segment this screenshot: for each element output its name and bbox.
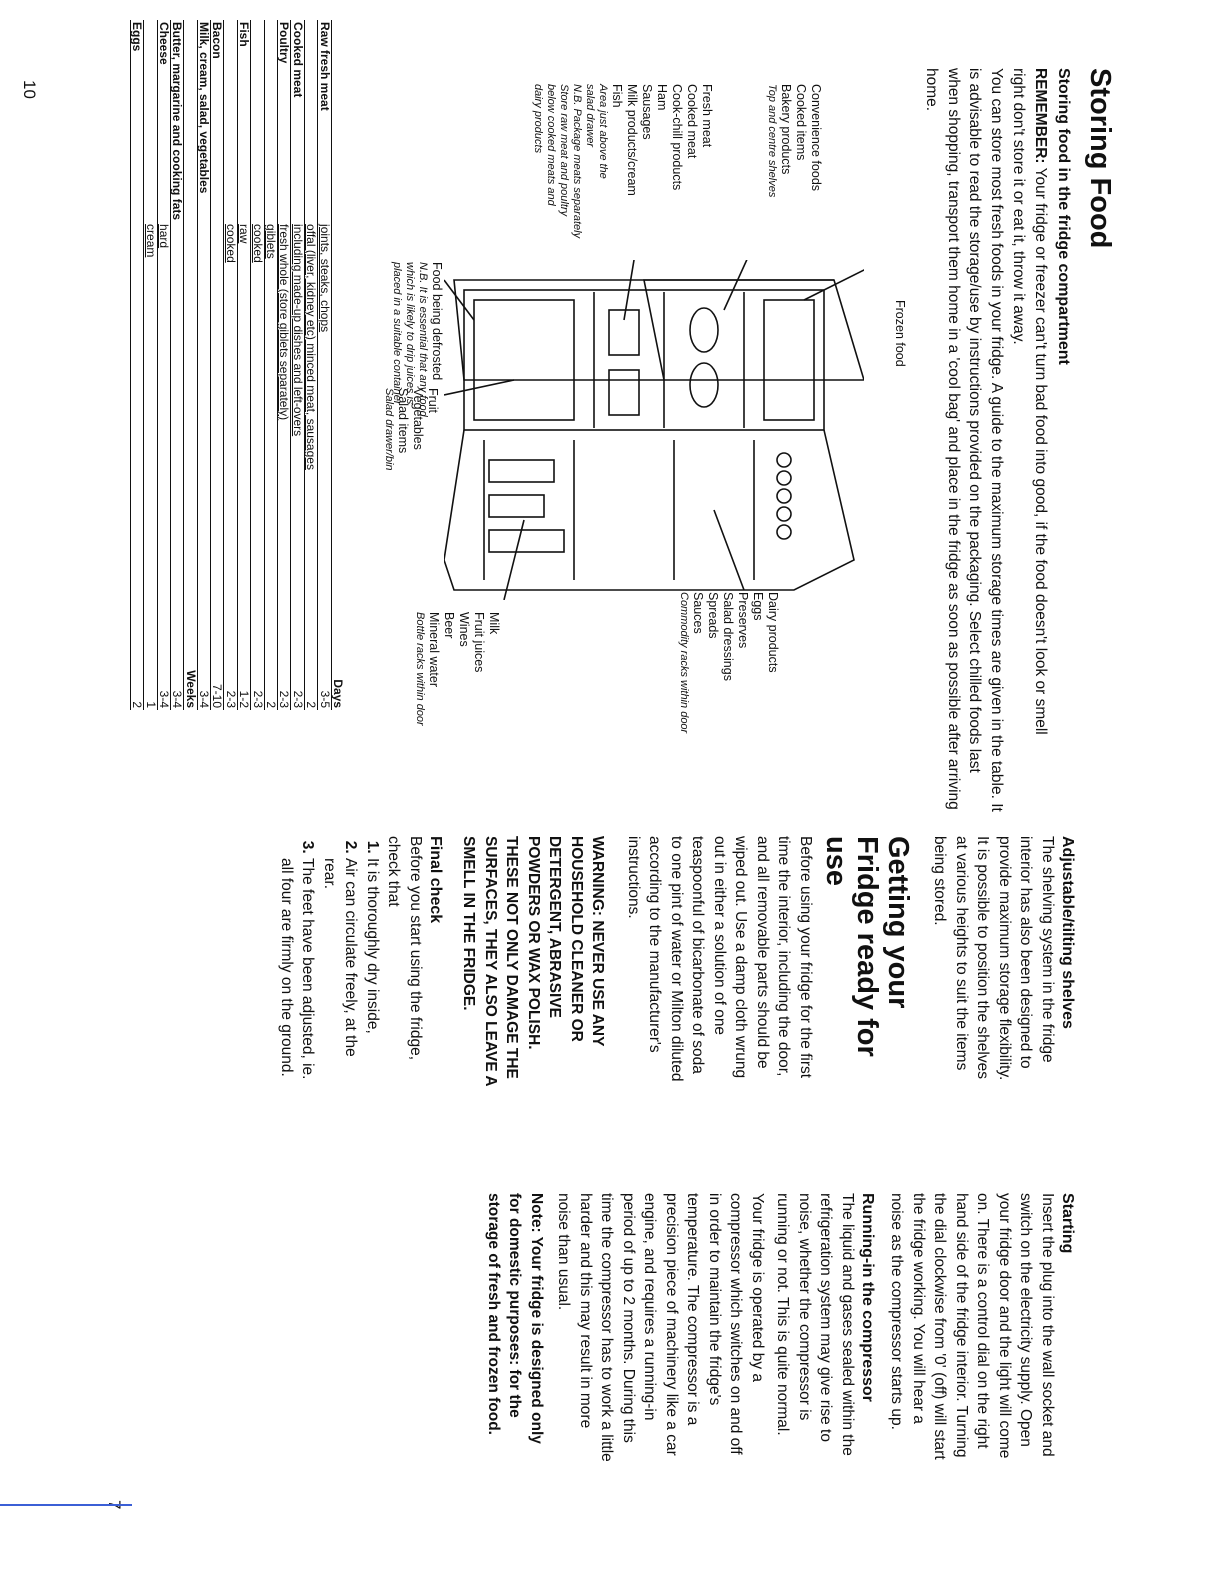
table-cell-category: Fish [237, 20, 250, 222]
label-fruit: Fruit [426, 388, 440, 413]
table-row [144, 20, 157, 710]
label-wines: Wines [457, 612, 471, 647]
table-cell-detail: joints, steaks, chops [318, 222, 331, 666]
table-cell-value: 2 [264, 666, 277, 710]
table-cell-category: Eggs [130, 20, 143, 222]
remember-label: REMEMBER: [1032, 68, 1049, 164]
table-cell-detail [130, 222, 143, 666]
page-title: Storing Food [1084, 68, 1116, 249]
food-item [690, 308, 718, 352]
table-row [170, 20, 183, 710]
table-cell-detail: cream [144, 222, 157, 666]
table-header-days: Days [331, 666, 344, 710]
label-mineral-water: Mineral water [427, 612, 441, 688]
label-cooked-items: Cooked items [794, 84, 808, 161]
table-header-empty [331, 222, 344, 666]
table-header-weeks: Weeks [184, 666, 197, 710]
label-dairy-products: Dairy products [766, 592, 780, 673]
label-convenience-foods: Convenience foods [809, 84, 823, 192]
cabinet-top [644, 280, 864, 380]
caption-area-above: Area just above the [597, 84, 609, 179]
label-fresh-meat: Fresh meat [700, 84, 714, 148]
table-cell-value: 7-10 [211, 666, 224, 710]
table-cell-detail [211, 222, 224, 666]
leader-dairy [714, 510, 744, 590]
label-vegetables: Vegetables [411, 388, 425, 450]
label-milk-products: Milk products/cream [625, 84, 639, 196]
leader-fruit [444, 380, 514, 395]
running-heading: Running-in the compressor [859, 1193, 876, 1402]
starting-text: Insert the plug into the wall socket and switch on the electricity supply. Open your fridge door and the light will come on. There is a control dial on the right hand side of the fridge interior. Turning the dial clockwise from '0' (off) will start the fridge working. You will hear a noise as the compressor starts up. [888, 1193, 1056, 1460]
label-fish: Fish [610, 84, 624, 108]
table-cell-category [264, 20, 277, 222]
page-number-left: 10 [20, 80, 39, 99]
table-cell-detail: giblets [264, 222, 277, 666]
adjustable-text: The shelving system in the fridge interior has also been designed to provide maximum storage flexibility. It is possible to position the shelves at various heights to suit the items being stored. [931, 836, 1056, 1081]
table-row [157, 20, 170, 710]
caption-dairy: dairy products [532, 84, 544, 154]
table-row [197, 20, 210, 710]
egg [777, 507, 791, 521]
table-cell-detail [170, 222, 183, 666]
table-cell-category: Cheese [157, 20, 170, 222]
table-cell-detail: hard [157, 222, 170, 666]
final-check-list [276, 836, 384, 1091]
table-cell-category: Cooked meat [291, 20, 304, 222]
egg [777, 471, 791, 485]
starting-heading: Starting [1059, 1193, 1076, 1254]
label-salad-dressings: Salad dressings [721, 592, 735, 681]
table-cell-category: Butter, margarine and cooking fats [170, 22, 185, 221]
right-page-column-1 [276, 836, 1077, 1091]
open-door [444, 430, 854, 590]
table-cell-value: 2 [130, 666, 143, 710]
caption-defrost-1: N.B. It is essential that any food [417, 262, 429, 417]
table-cell-category: Bacon [211, 20, 224, 222]
cabinet-side [454, 280, 834, 380]
bottle [489, 460, 554, 482]
bottle [489, 495, 544, 517]
table-cell-detail: fresh whole (store giblets separately) [278, 222, 291, 666]
label-convenience-group [765, 84, 823, 197]
section-heading-storing: Storing food in the fridge compartment [1055, 68, 1072, 365]
final-check-heading: Final check [427, 836, 444, 924]
label-sauces: Sauces [691, 592, 705, 634]
table-cell-detail: cooked [251, 222, 264, 666]
table-cell-detail: raw [237, 222, 250, 666]
fridge-illustration [444, 260, 864, 600]
egg [777, 453, 791, 467]
caption-defrost-3: placed in a suitable container [391, 262, 403, 405]
caption-salad-drawer-bin: Salad drawer/bin [383, 388, 395, 471]
table-cell-category: Raw fresh meat [318, 20, 331, 222]
frozen-compartment [764, 300, 814, 420]
label-fruit-group [382, 388, 440, 471]
caption-below-cooked: below cooked meats and [545, 84, 557, 206]
note-text: Note: Your fridge is designed only for domestic purposes: for the storage of fresh and frozen food. [485, 1193, 545, 1444]
label-ham: Ham [655, 84, 669, 111]
table-row [251, 20, 264, 710]
ready-text: Before using your fridge for the first time the interior, including the door, and all removable parts should be wiped out. Use a damp cloth wrung out in either a solution of one teaspoonful of bicarbonate of soda to one pint of water or Milton diluted according to the manufacturer's instructions. [625, 836, 814, 1082]
table-cell-value: 2-3 [278, 666, 291, 710]
label-eggs: Eggs [751, 592, 765, 621]
blue-scan-mark [0, 1504, 132, 1506]
intro-paragraph: You can store most fresh foods in your fridge. A guide to the maximum storage times are given in the table. It is advisable to read the storage/use by instructions provided on the packaging. Select chilled foods last when shopping, transport them home in a 'cool bag' and place in the fridge as soon as possible after arriving home. [923, 68, 1005, 812]
warning-text: WARNING: NEVER USE ANY HOUSEHOLD CLEANER OR DETERGENT, ABRASIVE POWDERS OR WAX POLISH. THESE NOT ONLY DAMAGE THE SURFACES, THEY ALSO LEAVE A SMELL IN THE FRIDGE. [460, 836, 607, 1087]
food-item [690, 363, 718, 407]
adjustable-heading: Adjustable/tilting shelves [1059, 836, 1076, 1029]
label-dairy-group [677, 592, 780, 733]
table-cell-category [144, 20, 157, 222]
fridge-drawing [444, 260, 864, 600]
label-fresh-group [531, 84, 714, 238]
table-cell-value: 2-3 [251, 666, 264, 710]
label-milk-group [413, 612, 501, 726]
table-row [130, 20, 143, 710]
table-cell-value: 3-4 [157, 666, 170, 710]
running-text-2: Your fridge is operated by a compressor which switches on and off in order to maintain the fridge's temperature. The compressor is a precision piece of machinery like a car engine, and requires a running-in period of up to 2 months. During this time the compressor has to work a little harder and this may result in more noise than usual. [555, 1193, 766, 1462]
table-cell-value: 2 [304, 666, 317, 710]
caption-commodity-racks: Commodity racks within door [678, 592, 690, 734]
food-item [609, 370, 639, 415]
table-cell-category [224, 20, 237, 222]
caption-top-centre-shelves: Top and centre shelves [766, 84, 778, 198]
cabinet-interior [464, 290, 824, 430]
remember-text: Your fridge or freezer can't turn bad food into good, if the food doesn't look or smell right don't store it or eat it, throw it away. [1010, 68, 1049, 735]
table-row [224, 20, 237, 710]
table-row [291, 20, 304, 710]
table-cell-category [251, 20, 264, 222]
label-sausages: Sausages [640, 84, 654, 140]
table-cell-detail: including made-up dishes and left-overs [291, 222, 304, 666]
table-cell-value: 1 [144, 666, 157, 710]
label-milk: Milk [487, 612, 501, 635]
table-cell-empty [184, 20, 197, 222]
bottle [489, 530, 564, 552]
table-header-empty [331, 20, 344, 222]
salad-drawer [474, 300, 574, 420]
ready-title: Getting your Fridge ready for use [820, 836, 914, 1057]
running-text-1: The liquid and gases sealed within the refrigeration system may give rise to noise, whether the compressor is running or not. This is quite normal. [774, 1193, 856, 1456]
egg [777, 525, 791, 539]
table-cell-value: 3-4 [197, 666, 210, 710]
label-fruit-juices: Fruit juices [472, 612, 486, 673]
leader-convenience [724, 260, 774, 310]
table-row [278, 20, 291, 710]
storage-times-table [130, 20, 344, 710]
table-row [237, 20, 250, 710]
table-header-row [331, 20, 344, 710]
caption-defrost-2: which is likely to drip juices is [404, 262, 416, 405]
table-cell-detail: cooked [224, 222, 237, 666]
table-row [318, 20, 331, 710]
final-check-item-1: 1. It is thoroughly dry inside, [362, 858, 384, 1091]
final-check-item-3: 3. The feet have been adjusted, ie. all four are firmly on the ground. [276, 858, 319, 1091]
table-cell-value: 3-5 [318, 666, 331, 710]
label-beer: Beer [442, 612, 456, 639]
storage-table-body [130, 20, 344, 710]
leader-milk [504, 520, 524, 600]
caption-store-raw: Store raw meat and poultry [558, 84, 570, 217]
table-weeks-header-row [184, 20, 197, 710]
table-row [264, 20, 277, 710]
final-check-intro: Before you start using the fridge, check that [385, 836, 424, 1061]
table-cell-value: 1-2 [237, 666, 250, 710]
egg [777, 489, 791, 503]
label-preserves: Preserves [736, 592, 750, 649]
table-cell-detail [197, 222, 210, 666]
remember-paragraph [1008, 68, 1051, 768]
label-salad-items: Salad items [396, 388, 410, 454]
label-frozen-food: Frozen food [893, 300, 907, 367]
label-cook-chill: Cook-chill products [670, 84, 684, 191]
label-cooked-meat: Cooked meat [685, 84, 699, 159]
table-cell-empty [184, 222, 197, 666]
final-check-item-2: 2. Air can circulate freely, at the rear. [319, 858, 362, 1091]
table-cell-category: Poultry [278, 20, 291, 222]
caption-salad-drawer: salad drawer [584, 84, 596, 147]
caption-package-meats: N.B. Package meats separately [571, 84, 583, 239]
table-cell-value: 2-3 [224, 666, 237, 710]
label-bakery-products: Bakery products [779, 84, 793, 175]
leader-defrost [444, 280, 474, 320]
label-spreads: Spreads [706, 592, 720, 639]
caption-bottle-racks: Bottle racks within door [414, 612, 426, 726]
right-page-column-2 [483, 1193, 1077, 1463]
table-cell-category: Milk, cream, salad, vegetables [197, 20, 210, 222]
label-food-defrosted: Food being defrosted [430, 262, 444, 381]
table-cell-value: 3-4 [170, 666, 183, 710]
table-cell-value: 2-3 [291, 666, 304, 710]
table-cell-category [304, 20, 317, 222]
table-row [304, 20, 317, 710]
table-cell-detail: offal (liver, kidney etc) minced meat, sausages [304, 222, 317, 666]
table-row [211, 20, 224, 710]
